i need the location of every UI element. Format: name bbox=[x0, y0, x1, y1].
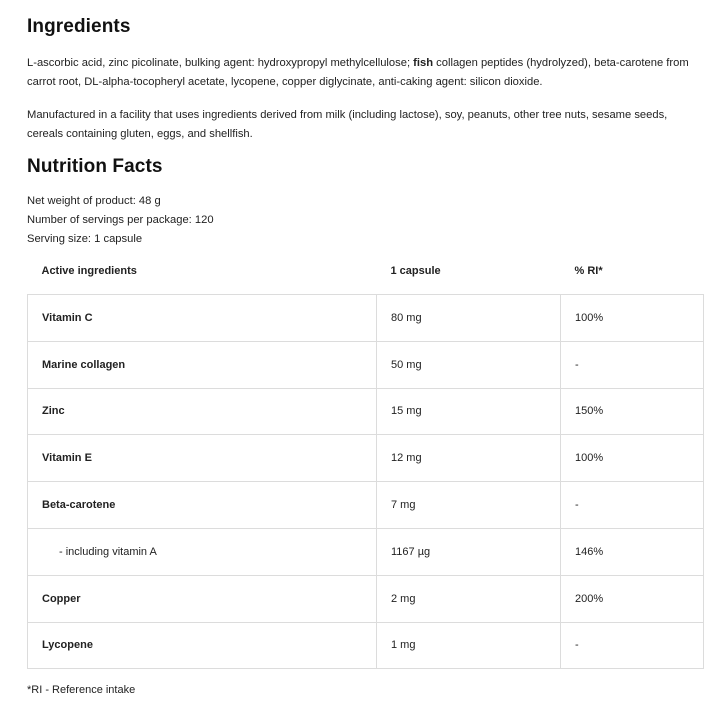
ingredient-name: Vitamin E bbox=[28, 435, 377, 482]
ingredient-name: Beta-carotene bbox=[28, 482, 377, 529]
table-row bbox=[28, 388, 704, 435]
allergen-notice: Manufactured in a facility that uses ingredients derived from milk (including lactose), soy, peanuts, other tree nuts, sesame seeds, cereals containing gluten, eggs, and shellfish. bbox=[27, 109, 668, 140]
ingredient-amount: 15 mg bbox=[377, 388, 561, 435]
table-row bbox=[28, 295, 704, 342]
package-facts bbox=[27, 192, 214, 249]
ingredient-ri: 200% bbox=[561, 575, 704, 622]
nutrition-table bbox=[27, 248, 704, 669]
ingredient-name: Lycopene bbox=[28, 622, 377, 669]
column-header-amount: 1 capsule bbox=[390, 265, 441, 277]
ingredient-ri: - bbox=[561, 341, 704, 388]
ingredient-ri: 150% bbox=[561, 388, 704, 435]
table-row bbox=[28, 622, 704, 669]
column-header-ri: % RI* bbox=[574, 265, 603, 277]
ingredients-list bbox=[27, 54, 699, 92]
table-row bbox=[28, 575, 704, 622]
ingredient-name: Zinc bbox=[28, 388, 377, 435]
ingredient-name: Vitamin C bbox=[28, 295, 377, 342]
column-header-ingredient: Active ingredients bbox=[41, 265, 137, 277]
ingredient-amount: 1167 µg bbox=[377, 528, 561, 575]
ingredient-name: - including vitamin A bbox=[28, 528, 377, 575]
ingredient-amount: 7 mg bbox=[377, 482, 561, 529]
servings-per-package: Number of servings per package: 120 bbox=[27, 214, 214, 226]
ingredient-ri: - bbox=[561, 622, 704, 669]
ingredient-name: Copper bbox=[28, 575, 377, 622]
reference-intake-footnote: *RI - Reference intake bbox=[27, 684, 136, 696]
net-weight: Net weight of product: 48 g bbox=[27, 195, 161, 207]
table-row bbox=[28, 482, 704, 529]
ingredient-amount: 12 mg bbox=[377, 435, 561, 482]
serving-size: Serving size: 1 capsule bbox=[27, 233, 143, 245]
ingredients-text-part-2: collagen peptides (hydrolyzed), beta-carotene from carrot root, DL-alpha-tocopheryl acetate, lycopene, copper diglycinate, anti-caking agent: silicon dioxide. bbox=[27, 57, 689, 88]
ingredient-ri: 100% bbox=[561, 435, 704, 482]
ingredient-name: Marine collagen bbox=[28, 341, 377, 388]
ingredient-ri: 100% bbox=[561, 295, 704, 342]
ingredient-amount: 1 mg bbox=[377, 622, 561, 669]
nutrition-heading: Nutrition Facts bbox=[27, 156, 163, 177]
ingredients-heading: Ingredients bbox=[27, 16, 131, 37]
table-row bbox=[28, 341, 704, 388]
table-header-row bbox=[28, 248, 704, 295]
table-row bbox=[28, 435, 704, 482]
ingredient-ri: 146% bbox=[561, 528, 704, 575]
ingredients-text-part-1: L-ascorbic acid, zinc picolinate, bulking agent: hydroxypropyl methylcellulose; bbox=[27, 57, 414, 69]
ingredient-amount: 80 mg bbox=[377, 295, 561, 342]
ingredient-amount: 2 mg bbox=[377, 575, 561, 622]
table-row bbox=[28, 528, 704, 575]
allergen-highlight: fish bbox=[413, 57, 434, 69]
ingredient-amount: 50 mg bbox=[377, 341, 561, 388]
ingredient-ri: - bbox=[561, 482, 704, 529]
